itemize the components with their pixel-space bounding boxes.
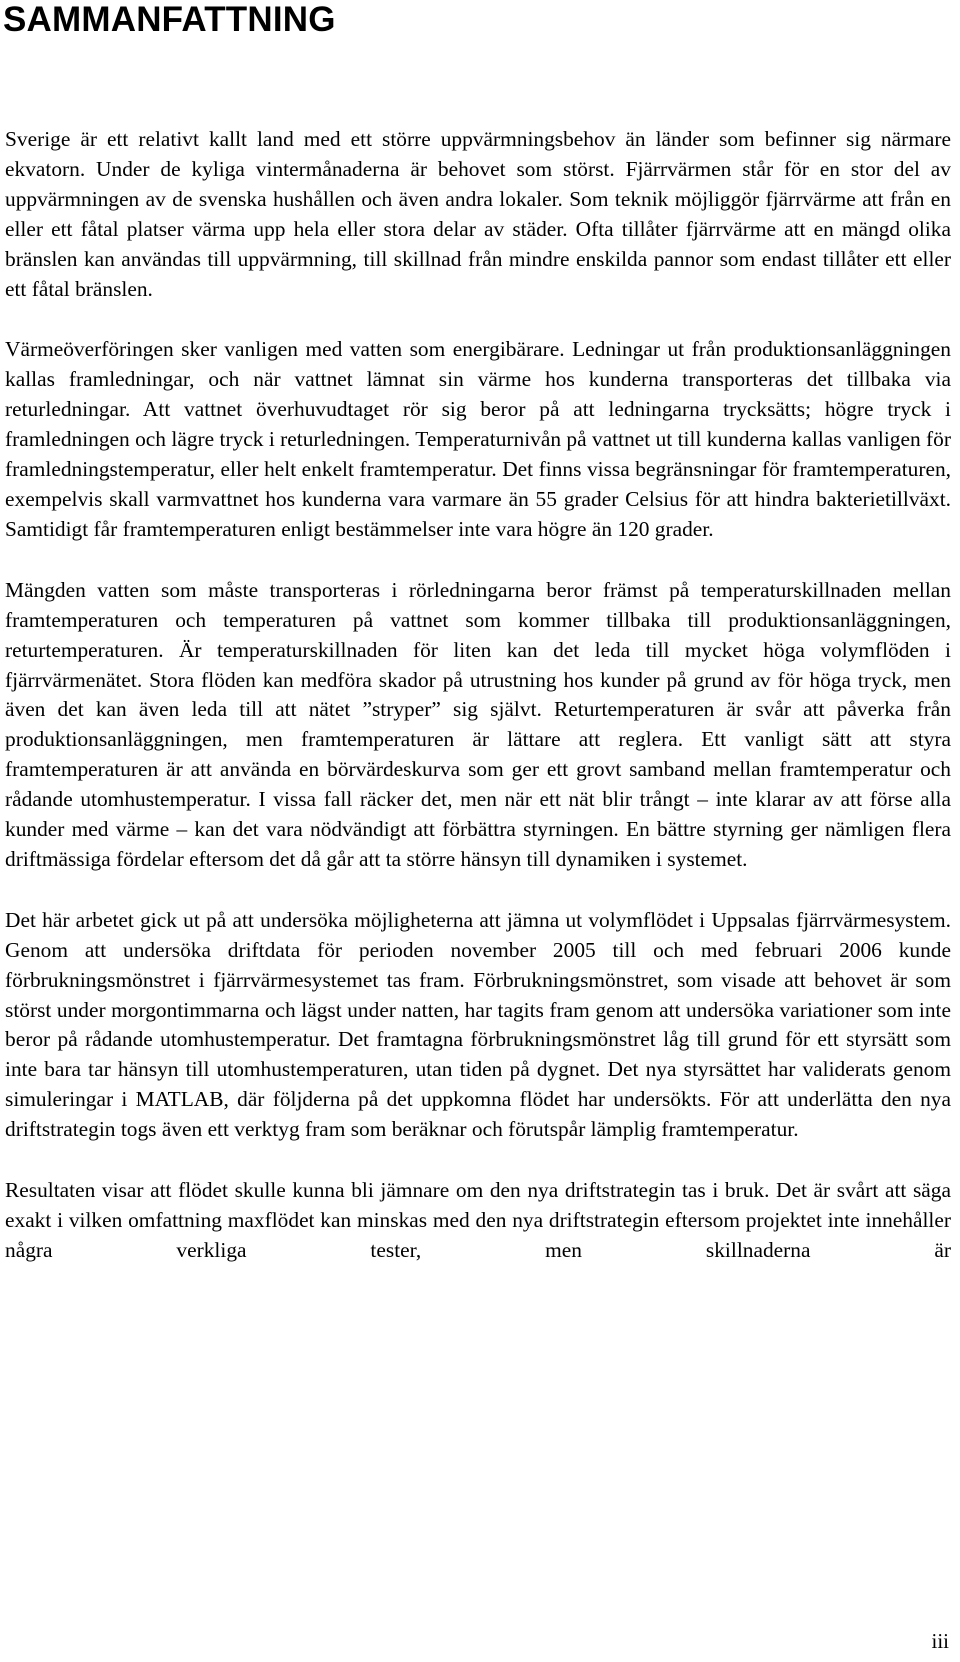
paragraph-intro: Sverige är ett relativt kallt land med ett större uppvärmningsbehov än länder som befinner sig närmare ekvatorn. Under de kyliga vintermånaderna är behovet som störst. Fjärrvärmen står för en stor del av uppvärmningen av de svenska hushållen och även andra lokaler. Som teknik möjliggör fjärrvärme att från en eller ett fåtal platser värma upp hela eller stora delar av städer. Ofta tillåter fjärrvärme att en mängd olika bränslen kan användas till uppvärmning, till skillnad från mindre enskilda pannor som endast tillåter ett eller ett fåtal bränslen. xyxy=(5,127,951,301)
page-title: SAMMANFATTNING xyxy=(3,0,336,39)
paragraph-results: Resultaten visar att flödet skulle kunna bli jämnare om den nya driftstrategin tas i bruk. Det är svårt att säga exakt i vilken omfattning maxflödet kan minskas med den nya driftstrategin eftersom projektet inte innehåller några verkliga tester, men skillnaderna är xyxy=(5,1178,951,1262)
document-body xyxy=(5,125,951,1266)
paragraph-heat-transfer: Värmeöverföringen sker vanligen med vatten som energibärare. Ledningar ut från produktionsanläggningen kallas framledningar, och när vattnet lämnat sin värme hos kunderna transporteras det tillbaka via returledningar. Att vattnet överhuvudtaget rör sig beror på att ledningarna trycksätts; högre tryck i framledningen och lägre tryck i returledningen. Temperaturnivån på vattnet ut till kunderna kallas vanligen för framledningstemperatur, eller helt enkelt framtemperatur. Det finns vissa begränsningar för framtemperaturen, exempelvis skall varmvattnet hos kunderna vara varmare än 55 grader Celsius för att hindra bakterietillväxt. Samtidigt får framtemperaturen enligt bestämmelser inte vara högre än 120 grader. xyxy=(5,337,951,541)
paragraph-water-flow: Mängden vatten som måste transporteras i rörledningarna beror främst på temperaturskillnaden mellan framtemperaturen och temperaturen på vattnet som kommer tillbaka till produktionsanläggningen, returtemperaturen. Är temperaturskillnaden för liten kan det leda till mycket höga volymflöden i fjärrvärmenätet. Stora flöden kan medföra skador på utrustning hos kunder på grund av för höga tryck, men även det kan även leda till att nätet ”stryper” sig självt. Returtemperaturen är svår att påverka från produktionsanläggningen, men framtemperaturen är lättare att reglera. Ett vanligt sätt att styra framtemperaturen är att använda en börvärdeskurva som ger ett grovt samband mellan framtemperatur och rådande utomhustemperatur. I vissa fall räcker det, men när ett nät blir trångt – inte klarar av att förse alla kunder med värme – kan det vara nödvändigt att förbättra styrningen. En bättre styrning ger nämligen flera driftmässiga fördelar eftersom det då går att ta större hänsyn till dynamiken i systemet. xyxy=(5,577,951,871)
page-number: iii xyxy=(931,1629,949,1653)
paragraph-project-work: Det här arbetet gick ut på att undersöka möjligheterna att jämna ut volymflödet i Uppsalas fjärrvärmesystem. Genom att undersöka driftdata för perioden november 2005 till och med februari 2006 kunde förbrukningsmönstret i fjärrvärmesystemet tas fram. Förbrukningsmönstret, som visade att behovet är som störst under morgontimmarna och lägst under natten, har tagits fram genom att undersöka variationer som inte beror på rådande utomhustemperatur. Det framtagna förbrukningsmönstret låg till grund för ett styrsätt som inte bara tar hänsyn till utomhustemperaturen, utan tiden på dygnet. Det nya styrsättet har validerats genom simuleringar i MATLAB, där följderna på det uppkomna flödet har undersökts. För att underlätta den nya driftstrategin togs även ett verktyg fram som beräknar och förutspår lämplig framtemperatur. xyxy=(5,907,951,1142)
